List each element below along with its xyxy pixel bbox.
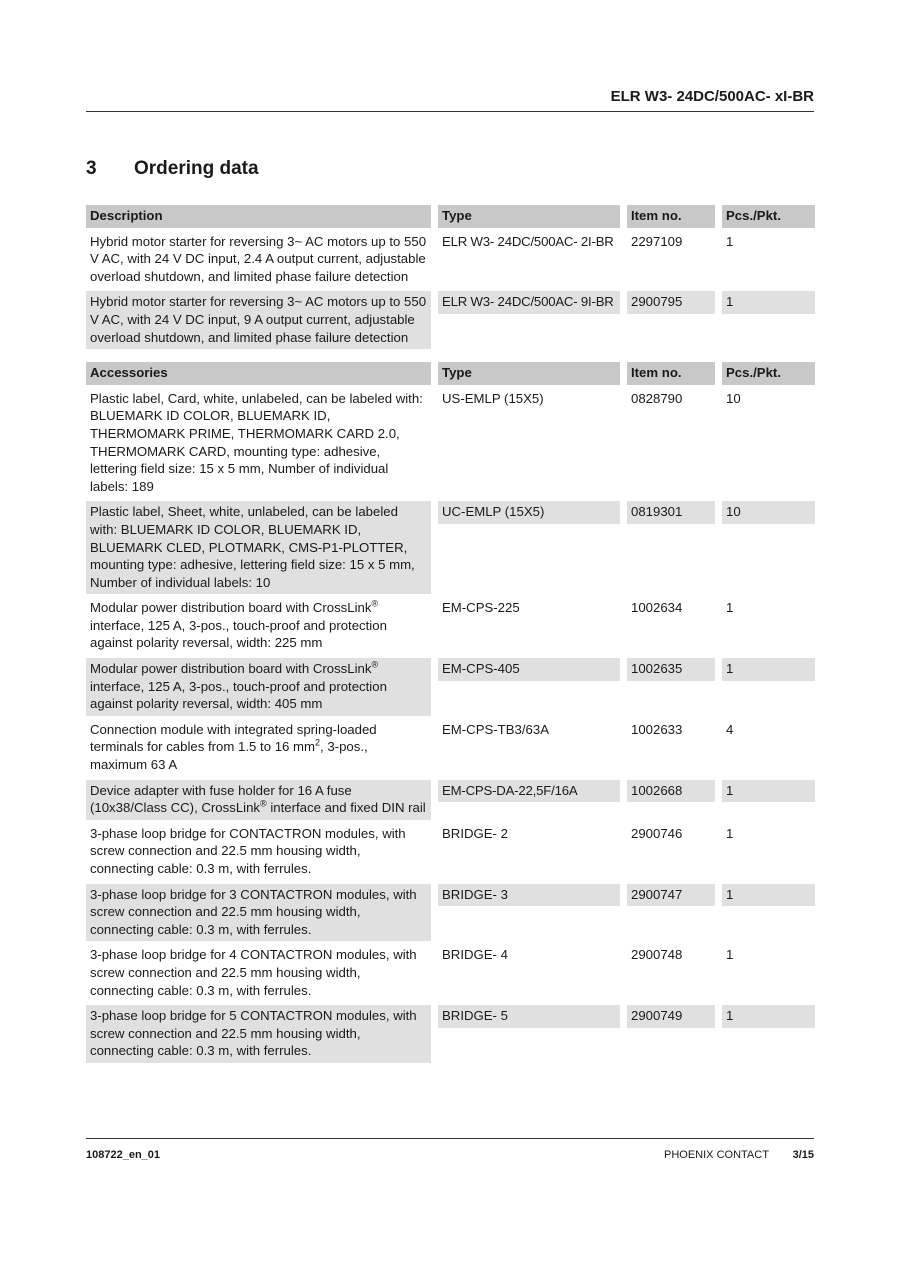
row-item-no: 2900746 (627, 823, 722, 849)
row-type: BRIDGE- 5 (438, 1005, 627, 1031)
row-pcs: 1 (722, 780, 815, 806)
section-heading (86, 158, 259, 180)
header-pcs-pkt: Pcs./Pkt. (722, 362, 815, 388)
row-description: 3-phase loop bridge for 3 CONTACTRON modules, with screw connection and 22.5 mm housing width, connecting cable: 0.3 m, with ferrules. (86, 884, 438, 945)
description-text: Device adapter with fuse holder for 16 A fuse (10x38/Class CC), CrossLink (90, 782, 352, 816)
row-description: 3-phase loop bridge for CONTACTRON modules, with screw connection and 22.5 mm housing width, connecting cable: 0.3 m, with ferrules. (86, 823, 438, 884)
row-description: Hybrid motor starter for reversing 3~ AC motors up to 550 V AC, with 24 V DC input, 9 A output current, adjustable overload shutdown, and limited phase failure detection (86, 291, 438, 352)
row-description: 3-phase loop bridge for 5 CONTACTRON modules, with screw connection and 22.5 mm housing width, connecting cable: 0.3 m, with ferrules. (86, 1005, 438, 1066)
header-type: Type (438, 205, 627, 231)
row-pcs: 1 (722, 658, 815, 684)
row-type: UC-EMLP (15X5) (438, 501, 627, 527)
row-item-no: 2900747 (627, 884, 722, 910)
row-type: BRIDGE- 3 (438, 884, 627, 910)
row-type: ELR W3- 24DC/500AC- 9I-BR (438, 291, 627, 317)
header-accessories: Accessories (86, 362, 438, 388)
row-item-no: 1002635 (627, 658, 722, 684)
row-item-no: 0828790 (627, 388, 722, 414)
document-number: 108722_en_01 (86, 1149, 161, 1161)
row-description: Hybrid motor starter for reversing 3~ AC motors up to 550 V AC, with 24 V DC input, 2.4 A output current, adjustable overload shutdown, and limited phase failure detection (86, 231, 438, 292)
registered-mark: ® (260, 798, 267, 809)
row-pcs: 4 (722, 719, 815, 745)
row-pcs: 10 (722, 501, 815, 527)
row-item-no: 2900795 (627, 291, 722, 317)
document-title: ELR W3- 24DC/500AC- xI-BR (610, 88, 814, 105)
header-description: Description (86, 205, 438, 231)
footer-divider (86, 1138, 814, 1139)
row-pcs: 1 (722, 944, 815, 970)
row-item-no: 1002634 (627, 597, 722, 623)
ordering-header-row (86, 205, 815, 231)
row-item-no: 2297109 (627, 231, 722, 257)
row-item-no: 2900749 (627, 1005, 722, 1031)
page-number: 3/15 (792, 1149, 814, 1161)
row-description (86, 658, 438, 719)
row-description (86, 719, 438, 780)
row-description: 3-phase loop bridge for 4 CONTACTRON modules, with screw connection and 22.5 mm housing width, connecting cable: 0.3 m, with ferrules. (86, 944, 438, 1005)
section-number: 3 (86, 158, 97, 179)
table-row (86, 388, 815, 502)
description-text: interface, 125 A, 3-pos., touch-proof and protection against polarity reversal, width: 225 mm (90, 617, 387, 651)
tables-container (86, 205, 815, 1066)
row-pcs: 1 (722, 597, 815, 623)
header-item-no: Item no. (627, 205, 722, 231)
description-text: , 3-pos., maximum 63 A (90, 739, 368, 773)
description-text: Modular power distribution board with CrossLink (90, 600, 372, 616)
ordering-table (86, 205, 815, 352)
header-type: Type (438, 362, 627, 388)
table-row (86, 944, 815, 1005)
row-type: EM-CPS-405 (438, 658, 627, 684)
table-row (86, 884, 815, 945)
row-pcs: 1 (722, 291, 815, 317)
row-type: BRIDGE- 2 (438, 823, 627, 849)
table-row (86, 719, 815, 780)
description-text: Modular power distribution board with CrossLink (90, 661, 372, 677)
description-text: interface, 125 A, 3-pos., touch-proof and protection against polarity reversal, width: 405 mm (90, 678, 387, 712)
description-text: Connection module with integrated spring-loaded terminals for cables from 1.5 to 16 mm (90, 721, 377, 755)
row-item-no: 2900748 (627, 944, 722, 970)
table-row (86, 291, 815, 352)
row-pcs: 1 (722, 823, 815, 849)
table-row (86, 1005, 815, 1066)
row-type: BRIDGE- 4 (438, 944, 627, 970)
row-pcs: 1 (722, 884, 815, 910)
registered-mark: ® (371, 659, 379, 670)
table-row (86, 823, 815, 884)
row-description (86, 597, 438, 658)
row-pcs: 1 (722, 1005, 815, 1031)
row-description (86, 780, 438, 823)
row-description: Plastic label, Sheet, white, unlabeled, can be labeled with: BLUEMARK ID COLOR, BLUEMARK ID, BLUEMARK CLED, PLOTMARK, CMS-P1-PLOTTER, mounting type: adhesive, lettering field size: 15 x 5 mm, Number of individual labels: 10 (86, 501, 438, 597)
row-pcs: 10 (722, 388, 815, 414)
row-item-no: 1002633 (627, 719, 722, 745)
table-row (86, 780, 815, 823)
row-pcs: 1 (722, 231, 815, 257)
row-type: US-EMLP (15X5) (438, 388, 627, 414)
accessories-table (86, 362, 815, 1066)
row-item-no: 1002668 (627, 780, 722, 806)
header-item-no: Item no. (627, 362, 722, 388)
row-item-no: 0819301 (627, 501, 722, 527)
accessories-header-row (86, 362, 815, 388)
header-divider (86, 111, 814, 112)
row-description: Plastic label, Card, white, unlabeled, can be labeled with: BLUEMARK ID COLOR, BLUEMARK ID, THERMOMARK PRIME, THERMOMARK CARD 2.0, THERMOMARK CARD, mounting type: adhesive, lettering field size: 15 x 5 mm, Number of individual labels: 189 (86, 388, 438, 502)
row-type: EM-CPS-DA-22,5F/16A (438, 780, 627, 806)
row-type: ELR W3- 24DC/500AC- 2I-BR (438, 231, 627, 257)
section-title: Ordering data (134, 158, 259, 179)
table-row (86, 597, 815, 658)
table-row (86, 501, 815, 597)
row-type: EM-CPS-225 (438, 597, 627, 623)
table-row (86, 658, 815, 719)
table-row (86, 231, 815, 292)
registered-mark: ® (371, 598, 379, 609)
company-name: PHOENIX CONTACT (664, 1149, 769, 1161)
row-type: EM-CPS-TB3/63A (438, 719, 627, 745)
header-pcs-pkt: Pcs./Pkt. (722, 205, 815, 231)
superscript-two: 2 (315, 738, 321, 749)
description-text: interface and fixed DIN rail (266, 800, 426, 816)
